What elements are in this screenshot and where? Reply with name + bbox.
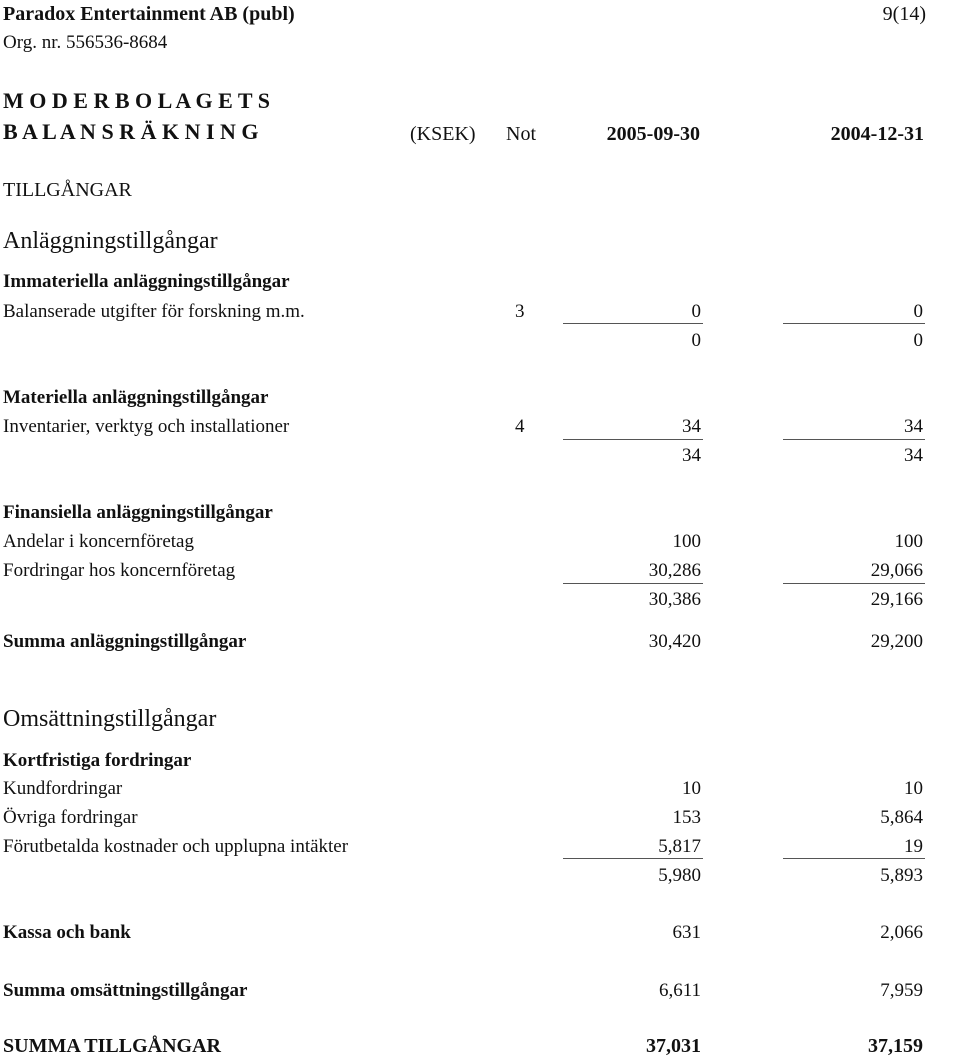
row-label: Förutbetalda kostnader och upplupna intäkter [3,836,349,857]
value-2004: 10 [904,778,923,799]
subtotal-2004: 0 [913,330,923,351]
value-2004: 29,066 [870,560,923,581]
sum-rule [783,858,925,859]
subtotal-2004: 5,893 [880,865,923,886]
grand-total-2005: 37,031 [646,1035,701,1057]
subtotal-2005: 0 [691,330,701,351]
sum-rule [783,439,925,440]
fixed-assets-heading: Anläggningstillgångar [3,228,218,254]
org-number: Org. nr. 556536-8684 [3,32,168,53]
row-label: Inventarier, verktyg och installationer [3,416,290,437]
current-assets-total-label: Summa omsättningstillgångar [3,980,248,1001]
fixed-assets-total-label: Summa anläggningstillgångar [3,631,247,652]
grand-total-label: SUMMA TILLGÅNGAR [3,1035,221,1057]
company-name: Paradox Entertainment AB (publ) [3,3,295,25]
row-label: Andelar i koncernföretag [3,531,194,552]
sum-rule [563,583,703,584]
value-2005: 5,817 [658,836,701,857]
row-label: Övriga fordringar [3,807,138,828]
receivables-heading: Kortfristiga fordringar [3,750,192,771]
page-number: 9(14) [882,3,926,25]
intangible-heading: Immateriella anläggningstillgångar [3,271,290,292]
subtotal-2004: 29,166 [870,589,923,610]
subtotal-2004: 34 [904,445,923,466]
value-2004: 100 [894,531,923,552]
sum-rule [563,439,703,440]
cash-2005: 631 [672,922,701,943]
fixed-assets-total-2004: 29,200 [870,631,923,652]
note-ref: 4 [515,416,525,437]
value-2004: 34 [904,416,923,437]
value-2005: 153 [672,807,701,828]
title-line-2: B A L A N S R Ä K N I N G [3,119,259,144]
current-assets-total-2004: 7,959 [880,980,923,1001]
unit-label: (KSEK) [410,123,476,145]
sum-rule [783,583,925,584]
cash-label: Kassa och bank [3,922,131,943]
row-label: Fordringar hos koncernföretag [3,560,236,581]
value-2005: 100 [672,531,701,552]
row-label: Kundfordringar [3,778,123,799]
value-2005: 10 [682,778,701,799]
sum-rule [783,323,925,324]
note-column-header: Not [506,123,536,145]
assets-heading: TILLGÅNGAR [3,179,132,201]
value-2005: 0 [691,301,701,322]
title-line-1: M O D E R B O L A G E T S [3,88,270,113]
current-assets-heading: Omsättningstillgångar [3,706,217,732]
fixed-assets-total-2005: 30,420 [648,631,701,652]
grand-total-2004: 37,159 [868,1035,923,1057]
cash-2004: 2,066 [880,922,923,943]
financial-heading: Finansiella anläggningstillgångar [3,502,273,523]
column-header-2004: 2004-12-31 [830,123,924,145]
column-header-2005: 2005-09-30 [606,123,700,145]
value-2004: 0 [913,301,923,322]
subtotal-2005: 30,386 [648,589,701,610]
sum-rule [563,858,703,859]
value-2004: 5,864 [880,807,923,828]
value-2004: 19 [904,836,923,857]
current-assets-total-2005: 6,611 [658,980,701,1001]
subtotal-2005: 34 [682,445,701,466]
row-label: Balanserade utgifter för forskning m.m. [3,301,305,322]
note-ref: 3 [515,301,525,322]
value-2005: 30,286 [648,560,701,581]
tangible-heading: Materiella anläggningstillgångar [3,387,269,408]
sum-rule [563,323,703,324]
value-2005: 34 [682,416,701,437]
subtotal-2005: 5,980 [658,865,701,886]
